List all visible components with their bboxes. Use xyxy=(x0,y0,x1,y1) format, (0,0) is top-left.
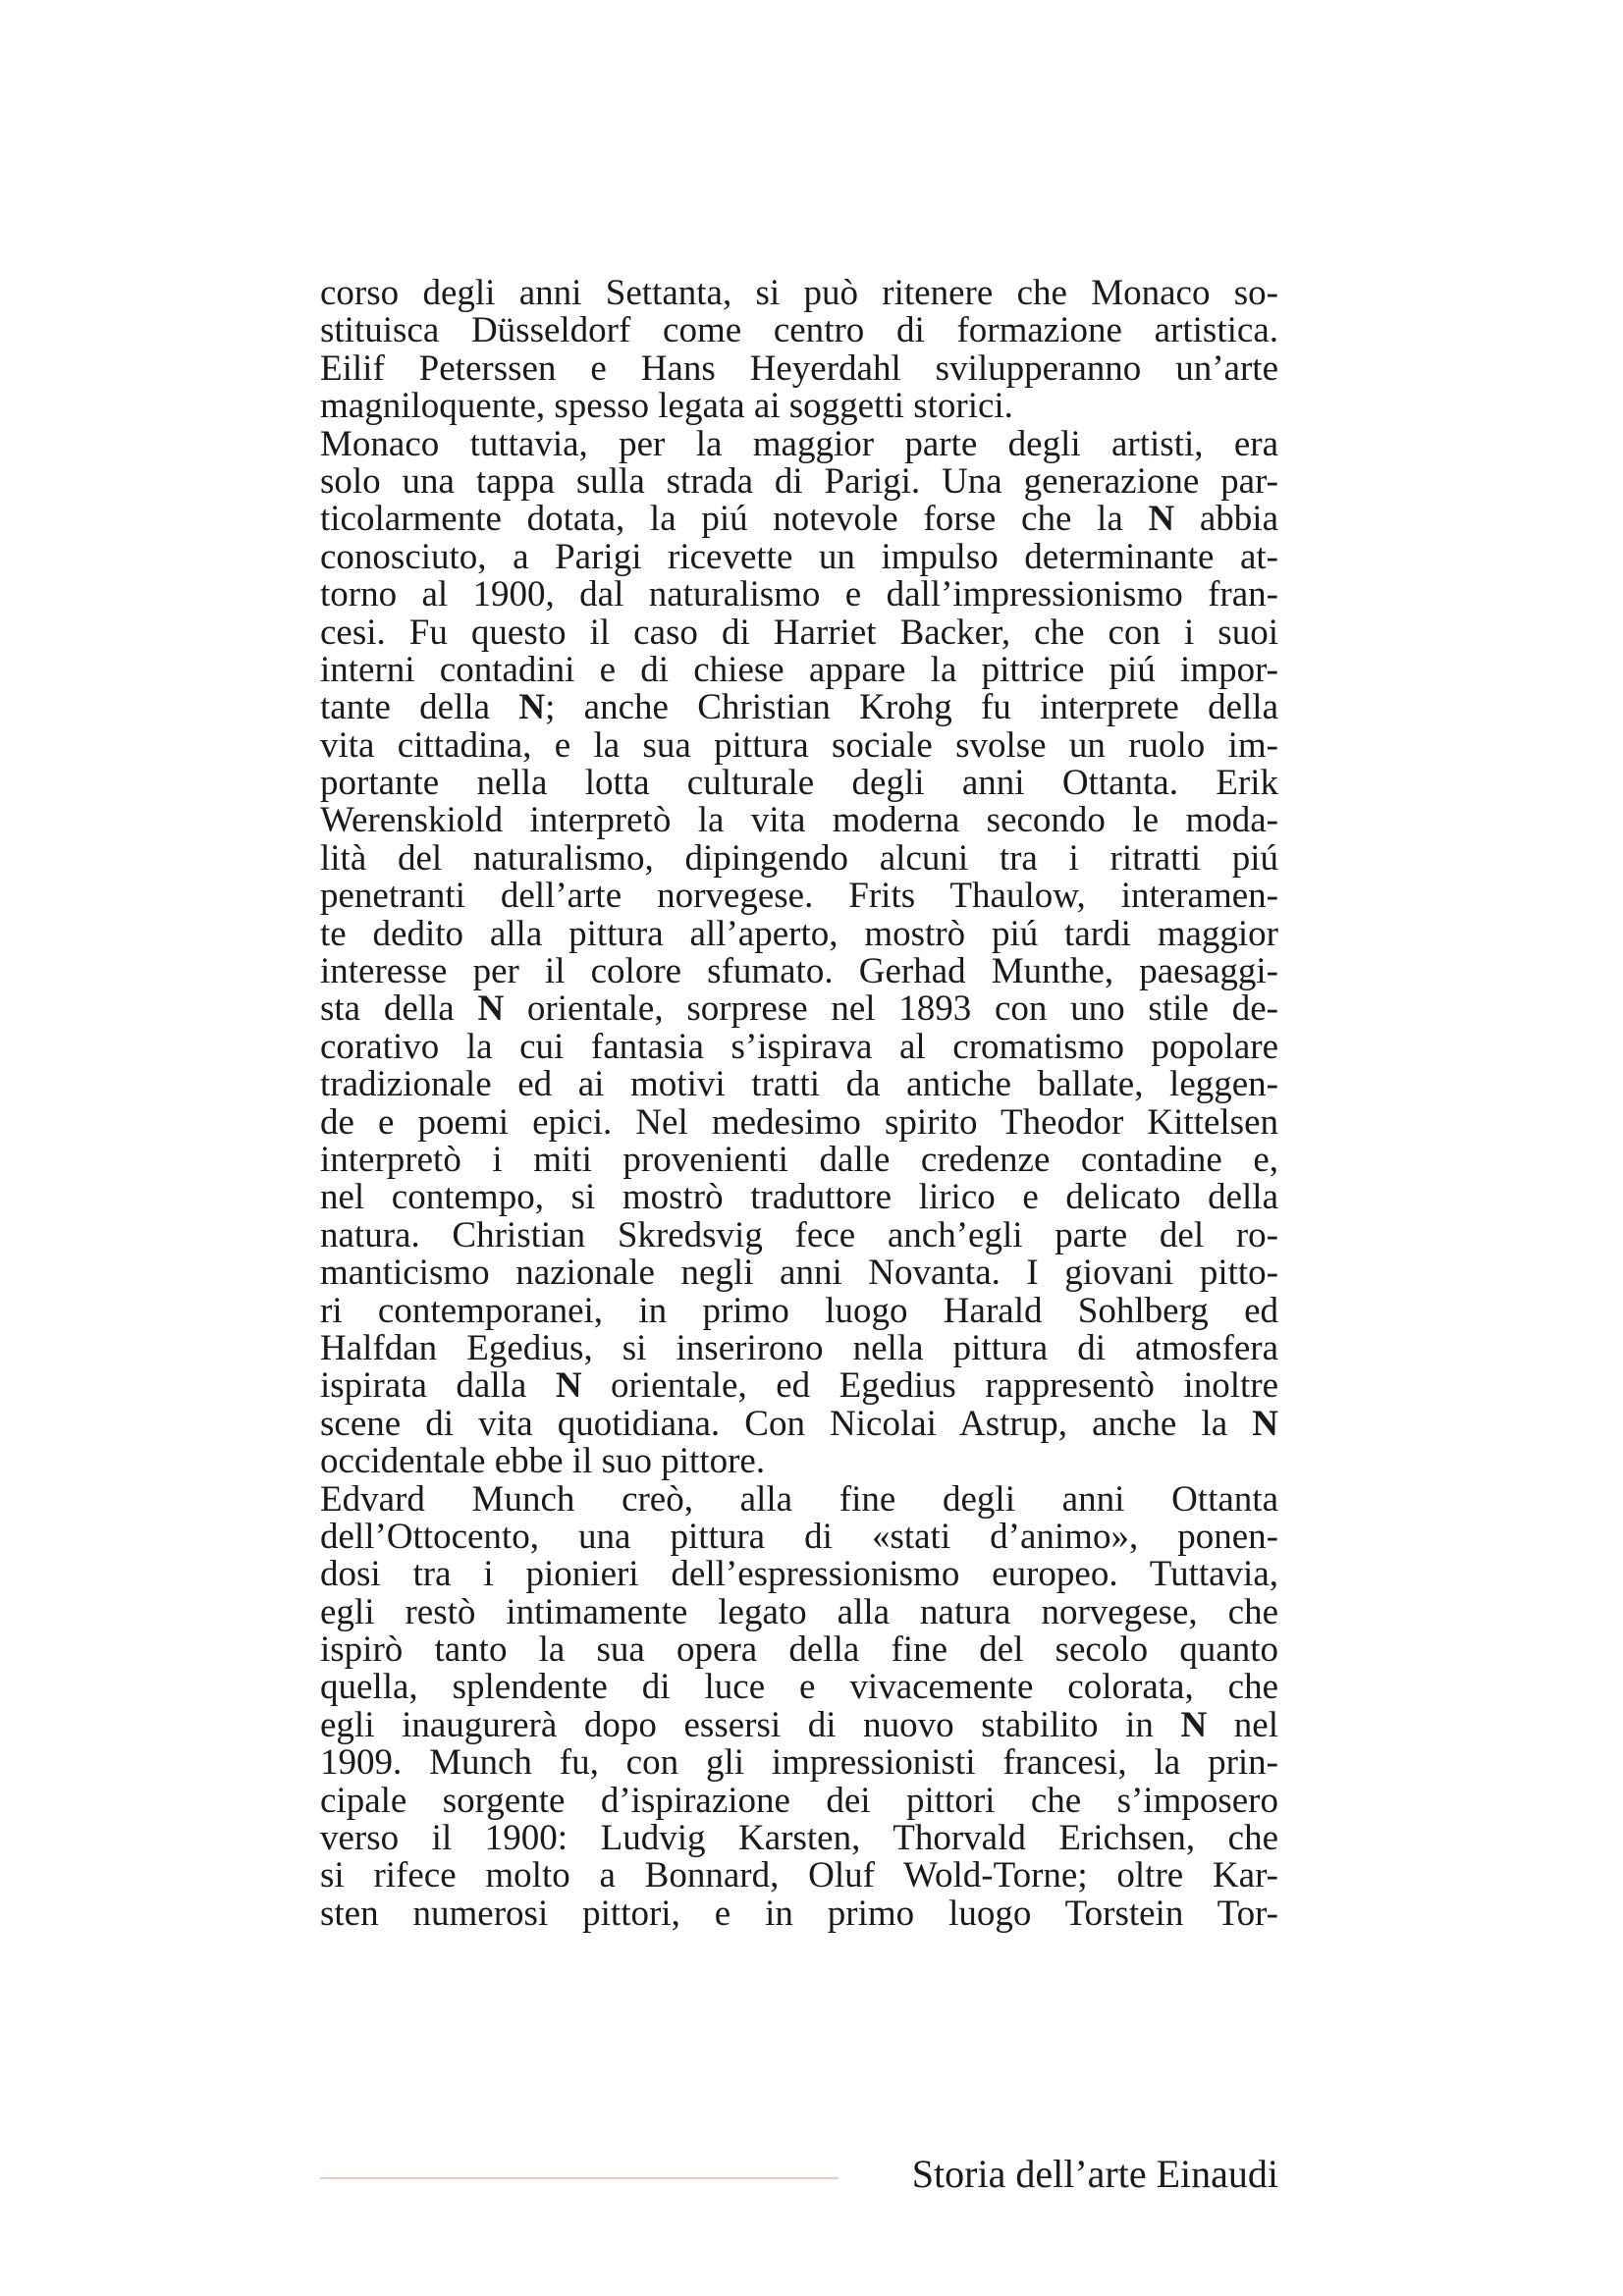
text-line: 1909. Munch fu, con gli impressionisti francesi, la prin- xyxy=(320,1742,1278,1784)
text-line: vita cittadina, e la sua pittura sociale svolse un ruolo im- xyxy=(320,724,1278,766)
text-line-part: abbia xyxy=(1174,499,1278,540)
text-line: Monaco tuttavia, per la maggior parte degli artisti, era xyxy=(320,423,1278,464)
text-line: dosi tra i pionieri dell’espressionismo europeo. Tuttavia, xyxy=(320,1554,1278,1595)
text-line: tradizionale ed ai motivi tratti da antiche ballate, leggen- xyxy=(320,1064,1278,1105)
text-line: manticismo nazionale negli anni Novanta. I giovani pitto- xyxy=(320,1253,1278,1294)
text-line: ri contemporanei, in primo luogo Harald Sohlberg ed xyxy=(320,1290,1278,1331)
text-line: Edvard Munch creò, alla fine degli anni Ottanta xyxy=(320,1478,1278,1520)
text-line: egli restò intimamente legato alla natura norvegese, che xyxy=(320,1591,1278,1632)
text-line: interesse per il colore sfumato. Gerhad Munthe, paesaggi- xyxy=(320,951,1278,992)
text-line: conosciuto, a Parigi ricevette un impulso determinante at- xyxy=(320,536,1278,577)
country-abbrev: N xyxy=(555,1365,582,1407)
footer-rule xyxy=(320,2177,839,2179)
country-abbrev: N xyxy=(518,687,546,728)
text-line xyxy=(320,689,1278,726)
text-line-part: ticolarmente dotata, la piú notevole forse che la xyxy=(320,499,1149,540)
country-abbrev: N xyxy=(1252,1403,1278,1444)
text-line: torno al 1900, dal naturalismo e dall’impressionismo fran- xyxy=(320,574,1278,615)
text-line xyxy=(320,1367,1278,1405)
text-line: ispirò tanto la sua opera della fine del secolo quanto xyxy=(320,1629,1278,1671)
text-line-part: orientale, sorprese nel 1893 con uno stile de- xyxy=(504,988,1278,1030)
text-line: de e poemi epici. Nel medesimo spirito Theodor Kittelsen xyxy=(320,1101,1278,1143)
text-line-part: tante della xyxy=(320,687,519,728)
text-line: cesi. Fu questo il caso di Harriet Backer, che con i suoi xyxy=(320,612,1278,653)
country-abbrev: N xyxy=(477,988,505,1030)
text-line-part: orientale, ed Egedius rappresentò inoltre xyxy=(581,1365,1278,1407)
text-line: dell’Ottocento, una pittura di «stati d’animo», ponen- xyxy=(320,1516,1278,1557)
country-abbrev: N xyxy=(1180,1704,1208,1745)
country-abbrev: N xyxy=(1148,499,1175,540)
text-line: lità del naturalismo, dipingendo alcuni tra i ritratti piú xyxy=(320,837,1278,879)
text-line: interni contadini e di chiese appare la pittrice piú impor- xyxy=(320,649,1278,690)
body-text xyxy=(320,275,1278,1933)
text-line xyxy=(320,1704,1279,1745)
text-line: te dedito alla pittura all’aperto, mostrò piú tardi maggior xyxy=(320,913,1278,954)
text-line-part: egli inaugurerà dopo essersi di nuovo stabilito in xyxy=(320,1704,1181,1745)
text-line: cipale sorgente d’ispirazione dei pittori che s’imposero xyxy=(320,1780,1278,1821)
text-line: quella, splendente di luce e vivacemente colorata, che xyxy=(320,1667,1278,1708)
text-line-part: ; anche Christian Krohg fu interprete della xyxy=(545,687,1278,728)
text-line: interpretò i miti provenienti dalle credenze contadine e, xyxy=(320,1139,1278,1180)
text-line xyxy=(320,1403,1278,1444)
text-line: verso il 1900: Ludvig Karsten, Thorvald Erichsen, che xyxy=(320,1818,1278,1859)
text-line: Eilif Peterssen e Hans Heyerdahl svilupperanno un’arte xyxy=(320,347,1278,389)
text-line: Halfdan Egedius, si inserirono nella pittura di atmosfera xyxy=(320,1327,1278,1368)
text-line: corso degli anni Settanta, si può ritenere che Monaco so- xyxy=(320,273,1278,313)
text-line: nel contempo, si mostrò traduttore lirico e delicato della xyxy=(320,1177,1278,1218)
page-footer xyxy=(320,2150,1278,2199)
text-line: occidentale ebbe il suo pittore. xyxy=(320,1441,766,1482)
text-line-part: scene di vita quotidiana. Con Nicolai Astrup, anche la xyxy=(320,1403,1253,1444)
text-line: sten numerosi pittori, e in primo luogo Torstein Tor- xyxy=(320,1893,1278,1934)
text-line: stituisca Düsseldorf come centro di formazione artistica. xyxy=(320,310,1278,351)
text-line: solo una tappa sulla strada di Parigi. Una generazione par- xyxy=(320,460,1278,502)
text-line-part: ispirata dalla xyxy=(320,1365,556,1407)
text-line: Werenskiold interpretò la vita moderna secondo le moda- xyxy=(320,800,1278,841)
text-line: portante nella lotta culturale degli anni Ottanta. Erik xyxy=(320,763,1278,804)
text-line: magniloquente, spesso legata ai soggetti storici. xyxy=(320,386,1013,427)
text-line: penetranti dell’arte norvegese. Frits Thaulow, interamen- xyxy=(320,876,1278,917)
text-line: corativo la cui fantasia s’ispirava al cromatismo popolare xyxy=(320,1026,1278,1067)
text-line xyxy=(320,501,1278,538)
text-line xyxy=(320,990,1278,1028)
text-line-part: sta della xyxy=(320,988,478,1030)
footer-title: Storia dell’arte Einaudi xyxy=(911,2152,1278,2196)
text-line: natura. Christian Skredsvig fece anch’egli parte del ro- xyxy=(320,1214,1278,1255)
text-line-part: nel xyxy=(1207,1704,1279,1745)
text-line: si rifece molto a Bonnard, Oluf Wold-Torne; oltre Kar- xyxy=(320,1855,1278,1896)
